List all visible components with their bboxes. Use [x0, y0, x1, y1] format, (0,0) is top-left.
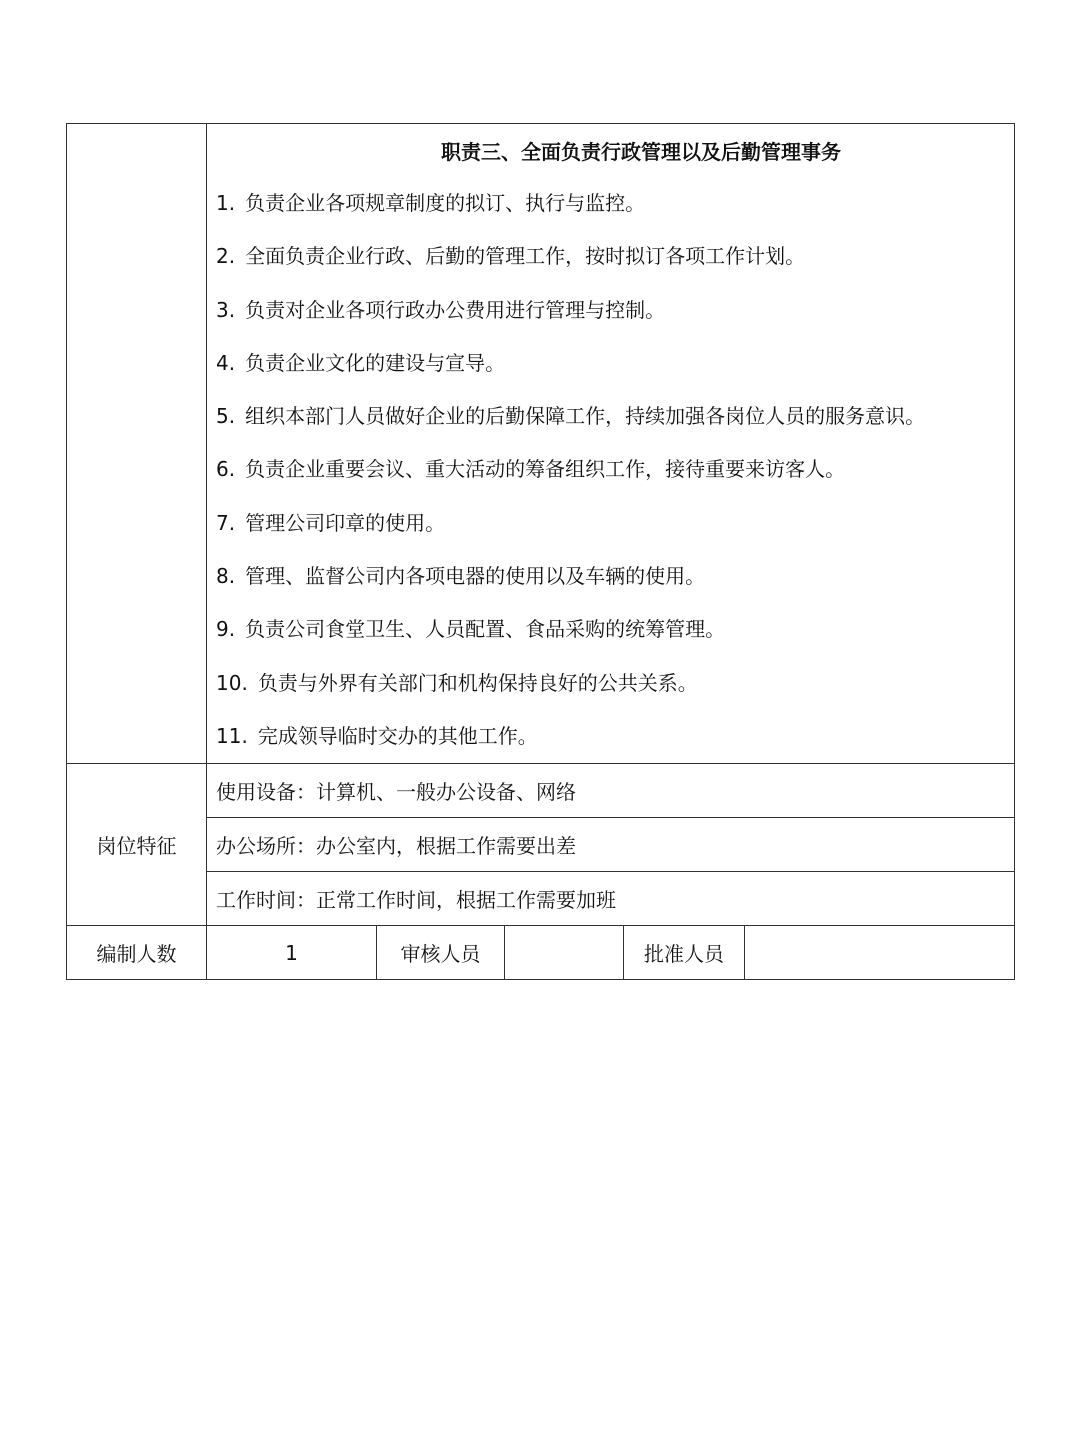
duty-item-number: 11.	[216, 723, 248, 748]
duty-item	[216, 230, 1014, 283]
duty-item-number: 3.	[216, 297, 236, 322]
duty-item-number: 1.	[216, 191, 236, 215]
duty-item	[216, 657, 1014, 710]
reviewer-label: 审核人员	[377, 926, 505, 980]
duty-item-number: 10.	[216, 670, 248, 695]
duty-item-text: 完成领导临时交办的其他工作。	[257, 723, 538, 748]
duty-item-number: 9.	[216, 617, 236, 642]
duty-item-text: 全面负责企业行政、后勤的管理工作，按时拟订各项工作计划。	[245, 244, 806, 269]
duty-item-number: 6.	[216, 457, 236, 482]
duty-item	[216, 337, 1014, 390]
signoff-row	[67, 926, 1015, 980]
duty-content-cell	[207, 124, 1015, 764]
duty-item-number: 2.	[216, 244, 236, 269]
duty-item	[216, 443, 1014, 496]
headcount-value: 1	[207, 926, 377, 980]
duty-item	[216, 550, 1014, 603]
duty-item-text: 负责对企业各项行政办公费用进行管理与控制。	[245, 297, 666, 322]
duty-item-number: 7.	[216, 510, 236, 535]
feature-row	[67, 764, 1015, 818]
duty-label-cell	[67, 124, 207, 764]
duty-item	[216, 710, 1014, 763]
duty-item-text: 管理、监督公司内各项电器的使用以及车辆的使用。	[245, 564, 706, 589]
duty-item-text: 负责企业文化的建设与宣导。	[245, 350, 506, 375]
duty-item	[216, 177, 1014, 230]
duty-item	[216, 603, 1014, 656]
feature-label: 岗位特征	[67, 764, 207, 926]
feature-location: 办公场所：办公室内，根据工作需要出差	[207, 818, 1015, 872]
duty-item-number: 5.	[216, 404, 236, 429]
reviewer-value	[505, 926, 624, 980]
duty-item-text: 负责企业重要会议、重大活动的筹备组织工作，接待重要来访客人。	[245, 457, 846, 482]
duty-item-number: 4.	[216, 350, 236, 375]
feature-hours: 工作时间：正常工作时间，根据工作需要加班	[207, 872, 1015, 926]
duty-row	[67, 124, 1015, 764]
duty-item-text: 组织本部门人员做好企业的后勤保障工作，持续加强各岗位人员的服务意识。	[245, 404, 926, 429]
duty-item-text: 负责与外界有关部门和机构保持良好的公共关系。	[257, 670, 698, 695]
duty-item	[216, 390, 1014, 443]
duty-item-text: 管理公司印章的使用。	[245, 510, 446, 535]
job-description-table	[66, 123, 1015, 980]
duty-item-text: 负责企业各项规章制度的拟订、执行与监控。	[245, 191, 646, 215]
approver-value	[745, 926, 1015, 980]
duty-item	[216, 284, 1014, 337]
duty-title: 职责三、全面负责行政管理以及后勤管理事务	[441, 140, 842, 164]
feature-row	[67, 818, 1015, 872]
duty-item-text: 负责公司食堂卫生、人员配置、食品采购的统筹管理。	[245, 617, 726, 642]
duty-item-number: 8.	[216, 564, 236, 589]
headcount-label: 编制人数	[67, 926, 207, 980]
duty-item	[216, 497, 1014, 550]
feature-equipment: 使用设备：计算机、一般办公设备、网络	[207, 764, 1015, 818]
approver-label: 批准人员	[624, 926, 745, 980]
feature-row	[67, 872, 1015, 926]
